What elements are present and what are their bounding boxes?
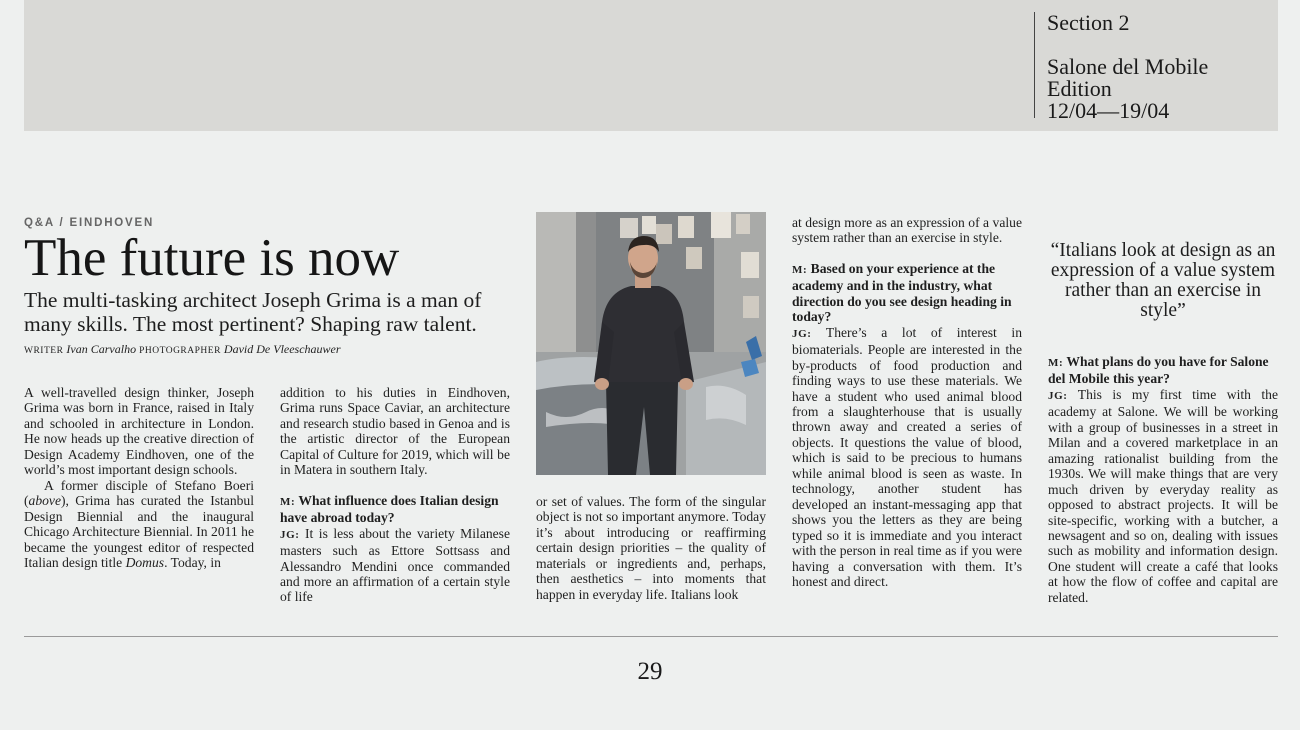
bio-continued: addition to his duties in Eindhoven, Grima runs Space Caviar, an architecture and research studio based in Genoa and is the artistic director of the European Capital of Culture for 2019, which will be in Matera in southern Italy. <box>280 385 510 478</box>
photographer-label: PHOTOGRAPHER <box>139 346 221 356</box>
column-3 <box>536 494 766 602</box>
edition-line2: Edition <box>1047 76 1112 101</box>
portrait-photo-illustration <box>536 212 766 475</box>
intro-paragraph: A well-travelled design thinker, Joseph Grima was born in France, raised in Italy and schooled in architecture in London. He now heads up the creative direction of Design Academy Eindhoven, one of the world’s most important design schools. <box>24 385 254 478</box>
headline: The future is now <box>24 229 400 287</box>
photographer-name: David De Vleeschauwer <box>223 342 341 356</box>
edition-dates: 12/04—19/04 <box>1047 98 1170 123</box>
pull-quote: “Italians look at design as an expression of a value system rather than an exercise in style” <box>1050 240 1276 321</box>
kicker: Q&A / EINDHOVEN <box>24 217 155 229</box>
answer-1-continued: or set of values. The form of the singular object is not so important anymore. Today it’s about introducing or reaffirming certain design priorities – the quality of materials or ingredients and, perhaps, then aesthetics – into moments that happen in everyday life. Italians look <box>536 494 766 602</box>
question-3: M: What plans do you have for Salone del Mobile this year? <box>1048 354 1269 387</box>
writer-label: WRITER <box>24 346 64 356</box>
page-number: 29 <box>637 658 663 685</box>
column-4 <box>792 215 1022 589</box>
column-2 <box>280 385 510 605</box>
answer-3: JG: This is my first time with the academy at Salone. We will be working with a group of businesses in a street in Milan and a covered marketplace in an amazing rationalist building from the 1930s. We will make things that are very much driven by everyday reality as opposed to abstract projects. It will be site-specific, working with a butcher, a newsagent and so on, dealing with issues such as mobility and information design. One student will create a café that looks at how the flow of coffee and capital are related. <box>1048 386 1278 605</box>
bio-paragraph: A former disciple of Stefano Boeri (above), Grima has curated the Istanbul Design Biennial and the inaugural Chicago Architecture Biennial. In 2011 he became the youngest editor of respected Italian design title Domus. Today, in <box>24 477 254 570</box>
section-label: Section 2 <box>1047 10 1130 35</box>
answer-1: JG: It is less about the variety Milanese masters such as Ettore Sottsass and Alessandro Mendini once commanded and more an affirmation of a certain style of life <box>280 525 511 605</box>
question-1: M: What influence does Italian design have abroad today? <box>280 492 499 526</box>
writer-name: Ivan Carvalho <box>66 342 137 356</box>
answer-2: JG: There’s a lot of interest in biomaterials. People are interested in the by-products of food production and finding ways to use these materials. We have a student who used animal blood from a slaughterhouse that is usually thrown away and created a series of objects. It questions the value of blood, which is said to be precious to humans while animal blood is seen as waste. In technology, another student has developed an instant-messaging app that shows you the letters as they are being typed so it is immediate and you interact with the person in real time as if you were having a conversation with them. It’s honest and direct. <box>792 324 1023 589</box>
answer-1-end: at design more as an expression of a value system rather than an exercise in style. <box>792 215 1022 246</box>
edition-line1: Salone del Mobile <box>1047 54 1209 79</box>
section-info <box>1034 10 1209 123</box>
question-2: M: Based on your experience at the academy and in the industry, what direction do you see design heading in today? <box>792 260 1012 325</box>
standfirst: The multi-tasking architect Joseph Grima is a man of many skills. The most pertinent? Shaping raw talent. <box>24 288 482 336</box>
column-1 <box>24 385 254 570</box>
footer-rule <box>24 636 1278 637</box>
portrait-photo <box>536 212 766 475</box>
credits <box>24 342 341 357</box>
column-5 <box>1048 354 1278 605</box>
